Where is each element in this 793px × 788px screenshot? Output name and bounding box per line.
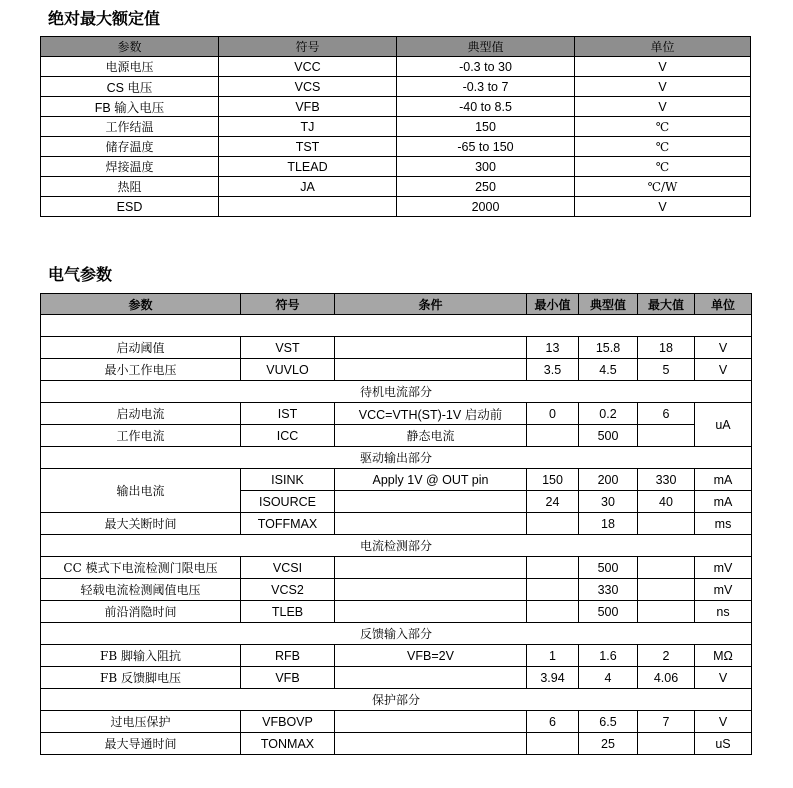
cell-param: 启动电流 xyxy=(41,403,241,425)
table-row xyxy=(41,425,752,447)
table-row xyxy=(41,77,751,97)
cell-min xyxy=(527,579,579,601)
section-label: 驱动输出部分 xyxy=(41,447,752,469)
cell-max: 6 xyxy=(638,403,695,425)
cell-condition: 静态电流 xyxy=(335,425,527,447)
cell-symbol: TONMAX xyxy=(241,733,335,755)
cell-typical: 15.8 xyxy=(579,337,638,359)
cell-condition xyxy=(335,733,527,755)
cell-min xyxy=(527,513,579,535)
cell-typical: 2000 xyxy=(397,197,575,217)
cell-typical: 500 xyxy=(579,601,638,623)
table-row xyxy=(41,197,751,217)
cell-max: 5 xyxy=(638,359,695,381)
cell-typical: 1.6 xyxy=(579,645,638,667)
cell-max xyxy=(638,579,695,601)
cell-condition xyxy=(335,513,527,535)
cell-condition xyxy=(335,711,527,733)
cell-unit: V xyxy=(575,57,751,77)
cell-symbol: TJ xyxy=(219,117,397,137)
cell-typical: 6.5 xyxy=(579,711,638,733)
cell-param: 过电压保护 xyxy=(41,711,241,733)
table-row xyxy=(41,667,752,689)
cell-max: 7 xyxy=(638,711,695,733)
cell-max xyxy=(638,733,695,755)
cell-typical: 25 xyxy=(579,733,638,755)
cell-typical: -0.3 to 7 xyxy=(397,77,575,97)
cell-max xyxy=(638,601,695,623)
cell-unit: V xyxy=(575,97,751,117)
cell-unit: V xyxy=(575,197,751,217)
cell-unit: ms xyxy=(695,513,752,535)
abs-max-title: 绝对最大额定值 xyxy=(48,9,161,28)
cell-symbol xyxy=(219,197,397,217)
cell-condition xyxy=(335,337,527,359)
section-row xyxy=(41,381,752,403)
cell-min xyxy=(527,601,579,623)
cell-symbol: TST xyxy=(219,137,397,157)
cell-max xyxy=(638,425,695,447)
cell-condition: Apply 1V @ OUT pin xyxy=(335,469,527,491)
cell-typical: 30 xyxy=(579,491,638,513)
elec-table xyxy=(40,293,752,755)
cell-typical: 500 xyxy=(579,557,638,579)
cell-condition: VFB=2V xyxy=(335,645,527,667)
cell-unit: mV xyxy=(695,557,752,579)
cell-param: CC 模式下电流检测门限电压 xyxy=(41,557,241,579)
cell-param: 轻载电流检测阈值电压 xyxy=(41,579,241,601)
cell-param: ESD xyxy=(41,197,219,217)
table-header-row xyxy=(41,294,752,315)
cell-typical: -65 to 150 xyxy=(397,137,575,157)
cell-unit: V xyxy=(575,77,751,97)
cell-symbol: VCS xyxy=(219,77,397,97)
cell-condition: VCC=VTH(ST)-1V 启动前 xyxy=(335,403,527,425)
cell-unit: ℃/W xyxy=(575,177,751,197)
section-row xyxy=(41,535,752,557)
cell-typical: -40 to 8.5 xyxy=(397,97,575,117)
cell-param: 焊接温度 xyxy=(41,157,219,177)
header-param: 参数 xyxy=(41,294,241,315)
cell-symbol: ISINK xyxy=(241,469,335,491)
header-symbol: 符号 xyxy=(219,37,397,57)
cell-symbol: VCS2 xyxy=(241,579,335,601)
table-row xyxy=(41,469,752,491)
cell-min: 3.94 xyxy=(527,667,579,689)
cell-symbol: VUVLO xyxy=(241,359,335,381)
table-row xyxy=(41,57,751,77)
cell-unit: ℃ xyxy=(575,117,751,137)
cell-max: 40 xyxy=(638,491,695,513)
cell-symbol: VFBOVP xyxy=(241,711,335,733)
cell-symbol: VFB xyxy=(241,667,335,689)
header-param: 参数 xyxy=(41,37,219,57)
table-row xyxy=(41,157,751,177)
table-header-row xyxy=(41,37,751,57)
cell-condition xyxy=(335,667,527,689)
cell-param: 热阻 xyxy=(41,177,219,197)
table-row xyxy=(41,601,752,623)
cell-typical: 200 xyxy=(579,469,638,491)
table-row xyxy=(41,733,752,755)
section-row xyxy=(41,447,752,469)
cell-typical: 250 xyxy=(397,177,575,197)
cell-param: FB 输入电压 xyxy=(41,97,219,117)
table-row xyxy=(41,97,751,117)
cell-min: 24 xyxy=(527,491,579,513)
cell-symbol: JA xyxy=(219,177,397,197)
table-row xyxy=(41,137,751,157)
cell-unit: V xyxy=(695,359,752,381)
cell-unit: V xyxy=(695,667,752,689)
cell-param: 输出电流 xyxy=(41,469,241,513)
cell-unit: ℃ xyxy=(575,137,751,157)
abs-max-table xyxy=(40,36,751,217)
cell-unit: mA xyxy=(695,469,752,491)
cell-symbol: TLEB xyxy=(241,601,335,623)
table-row xyxy=(41,403,752,425)
cell-max xyxy=(638,513,695,535)
cell-min xyxy=(527,425,579,447)
cell-condition xyxy=(335,491,527,513)
header-symbol: 符号 xyxy=(241,294,335,315)
cell-min: 3.5 xyxy=(527,359,579,381)
cell-param: 最大导通时间 xyxy=(41,733,241,755)
section-row xyxy=(41,689,752,711)
cell-condition xyxy=(335,601,527,623)
cell-unit: ns xyxy=(695,601,752,623)
cell-condition xyxy=(335,557,527,579)
cell-unit: ℃ xyxy=(575,157,751,177)
cell-symbol: VST xyxy=(241,337,335,359)
cell-param: 工作电流 xyxy=(41,425,241,447)
cell-min: 1 xyxy=(527,645,579,667)
cell-param: 最小工作电压 xyxy=(41,359,241,381)
cell-unit: uS xyxy=(695,733,752,755)
cell-symbol: ICC xyxy=(241,425,335,447)
cell-unit: V xyxy=(695,337,752,359)
cell-min: 150 xyxy=(527,469,579,491)
cell-min xyxy=(527,733,579,755)
cell-symbol: TLEAD xyxy=(219,157,397,177)
header-condition: 条件 xyxy=(335,294,527,315)
cell-min xyxy=(527,557,579,579)
table-row xyxy=(41,177,751,197)
cell-unit: mV xyxy=(695,579,752,601)
cell-param: 启动阈值 xyxy=(41,337,241,359)
section-label: 反馈输入部分 xyxy=(41,623,752,645)
cell-param: 电源电压 xyxy=(41,57,219,77)
cell-param: 最大关断时间 xyxy=(41,513,241,535)
cell-param: 储存温度 xyxy=(41,137,219,157)
header-max: 最大值 xyxy=(638,294,695,315)
cell-param: FB 反馈脚电压 xyxy=(41,667,241,689)
section-label: 待机电流部分 xyxy=(41,381,752,403)
cell-max: 4.06 xyxy=(638,667,695,689)
header-min: 最小值 xyxy=(527,294,579,315)
section-row xyxy=(41,623,752,645)
cell-unit: MΩ xyxy=(695,645,752,667)
cell-typical: 4.5 xyxy=(579,359,638,381)
cell-typical: -0.3 to 30 xyxy=(397,57,575,77)
cell-param: FB 脚输入阻抗 xyxy=(41,645,241,667)
empty-cell xyxy=(41,315,752,337)
header-typical: 典型值 xyxy=(397,37,575,57)
header-typical: 典型值 xyxy=(579,294,638,315)
table-row xyxy=(41,711,752,733)
cell-max xyxy=(638,557,695,579)
cell-symbol: VCSI xyxy=(241,557,335,579)
cell-symbol: TOFFMAX xyxy=(241,513,335,535)
cell-typical: 500 xyxy=(579,425,638,447)
empty-section-row xyxy=(41,315,752,337)
cell-param: CS 电压 xyxy=(41,77,219,97)
cell-min: 13 xyxy=(527,337,579,359)
header-unit: 单位 xyxy=(575,37,751,57)
elec-title: 电气参数 xyxy=(48,265,113,284)
table-row xyxy=(41,359,752,381)
table-row xyxy=(41,645,752,667)
table-row xyxy=(41,117,751,137)
cell-condition xyxy=(335,579,527,601)
cell-max: 2 xyxy=(638,645,695,667)
cell-typical: 330 xyxy=(579,579,638,601)
cell-min: 0 xyxy=(527,403,579,425)
cell-typical: 0.2 xyxy=(579,403,638,425)
cell-unit: mA xyxy=(695,491,752,513)
cell-condition xyxy=(335,359,527,381)
cell-symbol: VFB xyxy=(219,97,397,117)
cell-unit: uA xyxy=(695,403,752,447)
cell-param: 工作结温 xyxy=(41,117,219,137)
cell-max: 18 xyxy=(638,337,695,359)
header-unit: 单位 xyxy=(695,294,752,315)
cell-symbol: ISOURCE xyxy=(241,491,335,513)
cell-typical: 18 xyxy=(579,513,638,535)
cell-symbol: RFB xyxy=(241,645,335,667)
section-label: 保护部分 xyxy=(41,689,752,711)
table-row xyxy=(41,579,752,601)
cell-max: 330 xyxy=(638,469,695,491)
cell-symbol: IST xyxy=(241,403,335,425)
table-row xyxy=(41,513,752,535)
cell-typical: 150 xyxy=(397,117,575,137)
cell-param: 前沿消隐时间 xyxy=(41,601,241,623)
table-row xyxy=(41,337,752,359)
table-row xyxy=(41,557,752,579)
cell-min: 6 xyxy=(527,711,579,733)
cell-typical: 4 xyxy=(579,667,638,689)
cell-typical: 300 xyxy=(397,157,575,177)
cell-symbol: VCC xyxy=(219,57,397,77)
section-label: 电流检测部分 xyxy=(41,535,752,557)
cell-unit: V xyxy=(695,711,752,733)
